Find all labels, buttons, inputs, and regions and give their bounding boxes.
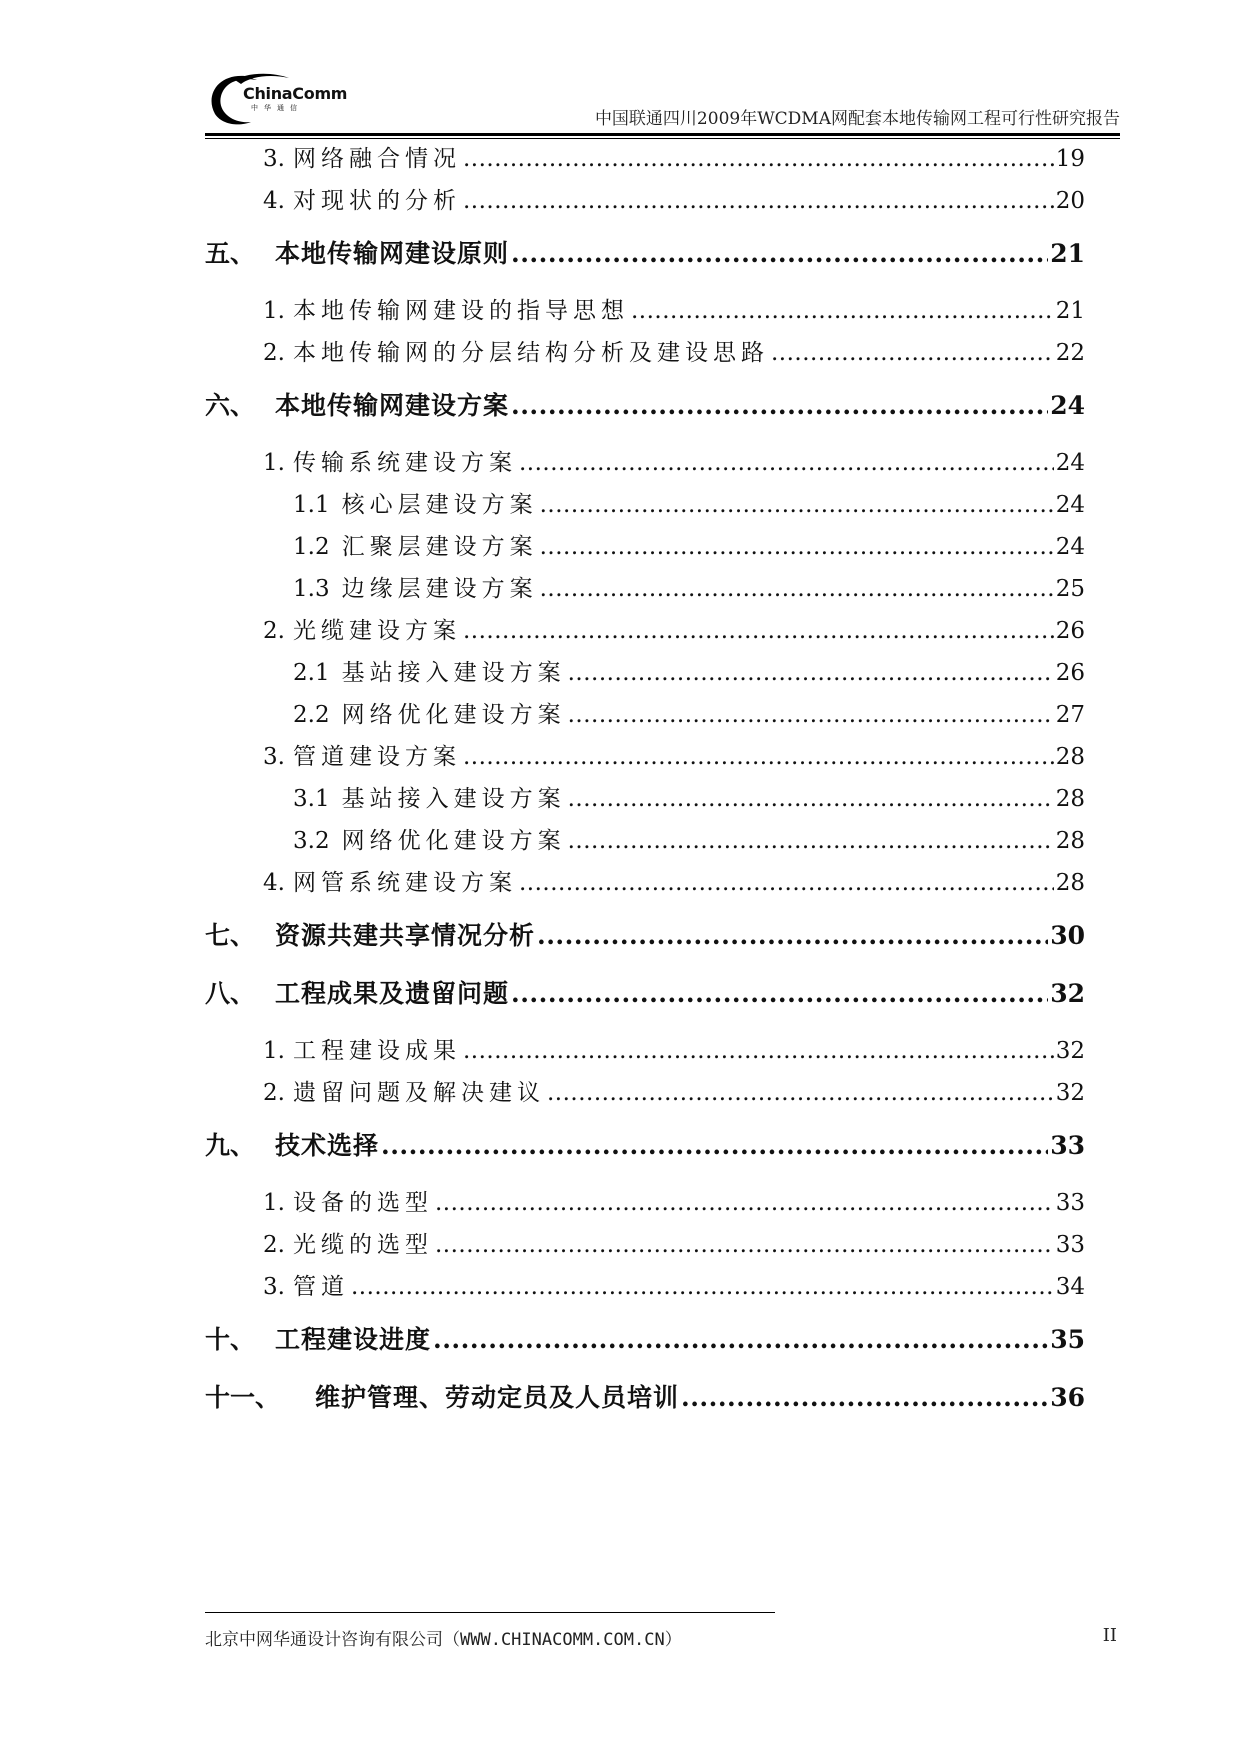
toc-entry-page: 25 [1055,576,1085,602]
toc-entry-page: 28 [1055,744,1085,770]
toc-entry-page: 27 [1055,702,1085,728]
toc-entry-number: 1. [263,1038,285,1064]
toc-entry[interactable] [205,654,1085,687]
toc-entry-page: 32 [1055,1080,1085,1106]
toc-entry-page: 24 [1050,391,1085,420]
toc-entry-title: 管道建设方案 [292,744,461,770]
report-title: 中国联通四川2009年WCDMA网配套本地传输网工程可行性研究报告 [594,109,1120,129]
toc-entry-page: 36 [1050,1383,1085,1412]
toc-dot-leader [568,702,1054,728]
toc-entry-page: 33 [1055,1232,1085,1258]
toc-dot-leader [511,979,1048,1008]
toc-dot-leader [463,188,1054,214]
toc-dot-leader [351,1274,1054,1300]
toc-entry-page: 19 [1055,146,1085,172]
footer-rule [205,1612,775,1613]
toc-entry-page: 24 [1055,492,1085,518]
toc-entry[interactable] [205,1268,1085,1301]
toc-entry-page: 28 [1055,786,1085,812]
toc-dot-leader [435,1190,1054,1216]
toc-entry-number: 1. [263,298,285,324]
toc-entry[interactable] [205,1126,1085,1162]
toc-dot-leader [381,1131,1048,1160]
toc-entry-number: 1. [263,1190,285,1216]
toc-entry[interactable] [205,444,1085,477]
toc-entry-number: 2. [263,618,285,644]
toc-entry-title: 工程成果及遗留问题 [275,979,510,1008]
toc-entry[interactable] [205,334,1085,367]
toc-dot-leader [435,1232,1054,1258]
toc-entry[interactable] [205,486,1085,519]
toc-entry[interactable] [205,1184,1085,1217]
toc-entry[interactable] [205,1226,1085,1259]
toc-entry-title: 基站接入建设方案 [341,660,566,686]
toc-entry-number: 五、 [205,239,256,268]
toc-entry-page: 32 [1050,979,1085,1008]
toc-entry-number: 八、 [205,979,256,1008]
page-header [205,68,1120,140]
toc-entry-title: 管道 [292,1274,349,1300]
toc-dot-leader [568,786,1054,812]
company-logo [205,68,348,130]
toc-entry-number: 2. [263,1080,285,1106]
toc-entry-title: 传输系统建设方案 [292,450,517,476]
toc-entry[interactable] [205,612,1085,645]
toc-entry[interactable] [205,974,1085,1010]
toc-entry-page: 30 [1050,921,1085,950]
toc-entry-number: 3. [263,744,285,770]
toc-entry-title: 基站接入建设方案 [341,786,566,812]
toc-entry-title: 技术选择 [275,1131,380,1160]
toc-entry-title: 工程建设进度 [275,1325,432,1354]
toc-entry-number: 2. [263,340,285,366]
toc-entry-page: 24 [1055,450,1085,476]
toc-entry[interactable] [205,140,1085,173]
toc-dot-leader [463,1038,1054,1064]
toc-entry-page: 24 [1055,534,1085,560]
toc-entry[interactable] [205,1032,1085,1065]
toc-entry-number: 2.2 [293,702,330,728]
toc-entry[interactable] [205,182,1085,215]
toc-dot-leader [547,1080,1054,1106]
toc-dot-leader [511,391,1048,420]
toc-entry-number: 3. [263,146,285,172]
toc-entry-page: 34 [1055,1274,1085,1300]
toc-entry-title: 网络优化建设方案 [341,828,566,854]
toc-entry-title: 光缆建设方案 [292,618,461,644]
toc-entry-title: 网管系统建设方案 [292,870,517,896]
toc-entry-title: 边缘层建设方案 [341,576,538,602]
toc-dot-leader [519,870,1054,896]
toc-entry-title: 网络优化建设方案 [341,702,566,728]
toc-entry-number: 1. [263,450,285,476]
toc-entry-title: 核心层建设方案 [341,492,538,518]
toc-entry[interactable] [205,822,1085,855]
toc-entry-number: 1.3 [293,576,330,602]
toc-entry[interactable] [205,528,1085,561]
toc-entry[interactable] [205,696,1085,729]
logo-subtitle: 中华通信 [251,104,303,112]
toc-entry-number: 1.2 [293,534,330,560]
toc-dot-leader [463,618,1054,644]
toc-dot-leader [631,298,1054,324]
toc-dot-leader [681,1383,1048,1412]
toc-entry-page: 26 [1055,660,1085,686]
toc-entry-number: 十一、 [205,1383,281,1412]
toc-entry[interactable] [205,864,1085,897]
toc-entry-page: 32 [1055,1038,1085,1064]
toc-dot-leader [771,340,1054,366]
toc-dot-leader [540,576,1054,602]
toc-entry-title: 对现状的分析 [292,188,461,214]
toc-entry[interactable] [205,916,1085,952]
toc-entry-number: 4. [263,870,285,896]
toc-entry-title: 本地传输网建设原则 [275,239,510,268]
toc-entry-number: 六、 [205,391,256,420]
toc-dot-leader [433,1325,1048,1354]
toc-entry-number: 3.1 [293,786,330,812]
toc-entry-number: 1.1 [293,492,330,518]
toc-entry[interactable] [205,570,1085,603]
footer-page-number: II [1102,1625,1117,1646]
toc-entry-page: 33 [1055,1190,1085,1216]
toc-dot-leader [537,921,1048,950]
toc-entry-number: 4. [263,188,285,214]
toc-entry-page: 22 [1055,340,1085,366]
toc-entry-number: 2. [263,1232,285,1258]
toc-dot-leader [463,744,1054,770]
toc-dot-leader [519,450,1054,476]
toc-entry-title: 汇聚层建设方案 [341,534,538,560]
toc-entry-number: 七、 [205,921,256,950]
logo-name: ChinaComm [243,84,348,103]
toc-dot-leader [568,660,1054,686]
toc-entry-page: 33 [1050,1131,1085,1160]
toc-entry-title: 本地传输网的分层结构分析及建设思路 [292,340,769,366]
toc-entry-title: 工程建设成果 [292,1038,461,1064]
toc-dot-leader [540,492,1054,518]
toc-entry-title: 资源共建共享情况分析 [275,921,536,950]
toc-dot-leader [511,239,1048,268]
toc-entry-page: 21 [1050,239,1085,268]
toc-entry[interactable] [205,234,1085,270]
toc-entry-title: 网络融合情况 [292,146,461,172]
toc-entry[interactable] [205,1378,1085,1414]
toc-entry-title: 遗留问题及解决建议 [292,1080,545,1106]
toc-entry[interactable] [205,780,1085,813]
footer-company: 北京中网华通设计咨询有限公司（WWW.CHINACOMM.COM.CN） [205,1630,682,1650]
toc-entry-number: 3. [263,1274,285,1300]
toc-entry-page: 35 [1050,1325,1085,1354]
toc-entry-number: 九、 [205,1131,256,1160]
toc-entry-title: 光缆的选型 [292,1232,433,1258]
toc-entry-page: 26 [1055,618,1085,644]
toc-entry-page: 21 [1055,298,1085,324]
header-rule [205,133,1120,139]
toc-entry-title: 本地传输网建设的指导思想 [292,298,629,324]
toc-entry[interactable] [205,386,1085,422]
toc-entry-title: 维护管理、劳动定员及人员培训 [315,1383,680,1412]
toc-entry[interactable] [205,738,1085,771]
toc-entry-number: 2.1 [293,660,330,686]
toc-entry[interactable] [205,292,1085,325]
toc-dot-leader [568,828,1054,854]
toc-dot-leader [540,534,1054,560]
toc-entry-page: 20 [1055,188,1085,214]
toc-entry-page: 28 [1055,870,1085,896]
toc-entry-number: 十、 [205,1325,256,1354]
toc-entry-title: 设备的选型 [292,1190,433,1216]
toc-entry[interactable] [205,1320,1085,1356]
toc-entry-number: 3.2 [293,828,330,854]
toc-entry[interactable] [205,1074,1085,1107]
toc-entry-title: 本地传输网建设方案 [275,391,510,420]
toc-entry-page: 28 [1055,828,1085,854]
toc-dot-leader [463,146,1054,172]
